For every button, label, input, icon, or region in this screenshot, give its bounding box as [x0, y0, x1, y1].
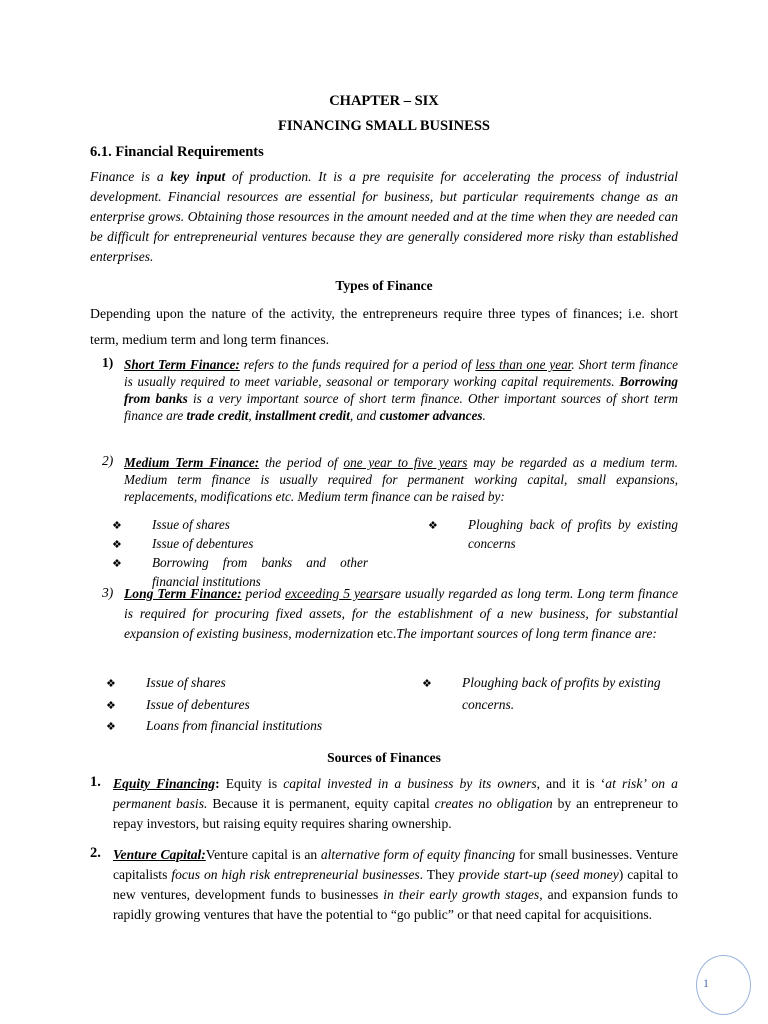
medium-bullets-left	[112, 516, 368, 590]
long-bullets-left	[106, 673, 396, 738]
list-item: ❖ Ploughing back of profits by existing concerns.	[422, 675, 661, 712]
diamond-bullet-icon: ❖	[106, 699, 116, 712]
medium-term-finance-item: Medium Term Finance: the period of one year to five years may be regarded as a medium term. Medium term finance is usually required for permanent working capital, small expansions, replacements, modifications etc. Medium term finance can be raised by:	[124, 455, 678, 504]
source-number-equity: 1.	[90, 774, 101, 790]
chapter-label: CHAPTER – SIX	[329, 93, 439, 109]
diamond-bullet-icon: ❖	[106, 721, 116, 733]
chapter-title: FINANCING SMALL BUSINESS	[278, 118, 490, 134]
list-item: ❖ Issue of debentures	[132, 535, 368, 554]
item-number-long: 3)	[102, 585, 114, 600]
diamond-bullet-icon: ❖	[106, 678, 116, 690]
source-number-venture: 2.	[90, 845, 101, 861]
short-term-finance-item: Short Term Finance: refers to the funds required for a period of less than one year. Short term finance is usually required to meet variable, seasonal or temporary working capital requirements. Borrowing from banks is a very important source of short term finance. Other important sources of short term finance are trade credit, installment credit, and customer advances.	[124, 357, 679, 423]
diamond-bullet-icon: ❖	[112, 539, 122, 551]
diamond-bullet-icon: ❖	[422, 678, 432, 690]
diamond-bullet-icon: ❖	[112, 520, 122, 532]
list-item: ❖ Issue of shares	[126, 673, 396, 695]
types-heading: Types of Finance	[335, 278, 433, 293]
list-item: ❖ Ploughing back of profits by existing concerns	[428, 517, 678, 551]
page-number: 1	[703, 976, 709, 990]
diamond-bullet-icon: ❖	[428, 520, 438, 532]
list-item: ❖ Issue of debentures	[126, 695, 396, 717]
medium-bullets-right	[428, 516, 678, 552]
long-term-finance-item: Long Term Finance: period exceeding 5 yearsare usually regarded as long term. Long term finance is required for procuring fixed assets, for the establishment of a new business, for substantial expansion of existing business, modernization etc.The important sources of long term finance are:	[124, 586, 679, 641]
sources-heading: Sources of Finances	[327, 750, 441, 765]
item-number-medium: 2)	[102, 453, 114, 468]
equity-financing-item: Equity Financing: Equity is capital invested in a business by its owners, and it is ‘at risk’ on a permanent basis. Because it is permanent, equity capital creates no obligation by an entrepreneur to repay investors, but raising equity requires sharing ownership.	[113, 776, 678, 831]
intro-paragraph: Finance is a key input of production. It is a pre requisite for accelerating the process of industrial development. Financial resources are essential for business, but particular requirements change as an enterprise grows. Obtaining those resources in the amount needed and at the time when they are needed can be difficult for entrepreneurial ventures because they are generally considered more risky than established enterprises.	[90, 169, 678, 264]
diamond-bullet-icon: ❖	[112, 558, 122, 570]
long-bullets-right	[422, 673, 678, 714]
list-item: ❖ Loans from financial institutions	[126, 716, 396, 738]
section-heading: 6.1. Financial Requirements	[90, 144, 264, 160]
item-number-short: 1)	[102, 355, 114, 370]
venture-capital-item: Venture Capital:Venture capital is an alternative form of equity financing for small businesses. Venture capitalists focus on high risk entrepreneurial businesses. They provide start-up (seed money) capital to new ventures, development funds to businesses in their early growth stages, and expansion funds to rapidly growing ventures that have the potential to “go public” or that need capital for acquisitions.	[113, 847, 678, 922]
types-paragraph: Depending upon the nature of the activity, the entrepreneurs require three types of finances; i.e. short term, medium term and long term finances.	[90, 306, 678, 347]
list-item: ❖ Issue of shares	[132, 516, 368, 535]
list-item: ❖ Borrowing from banks and other financial institutions	[112, 555, 368, 589]
